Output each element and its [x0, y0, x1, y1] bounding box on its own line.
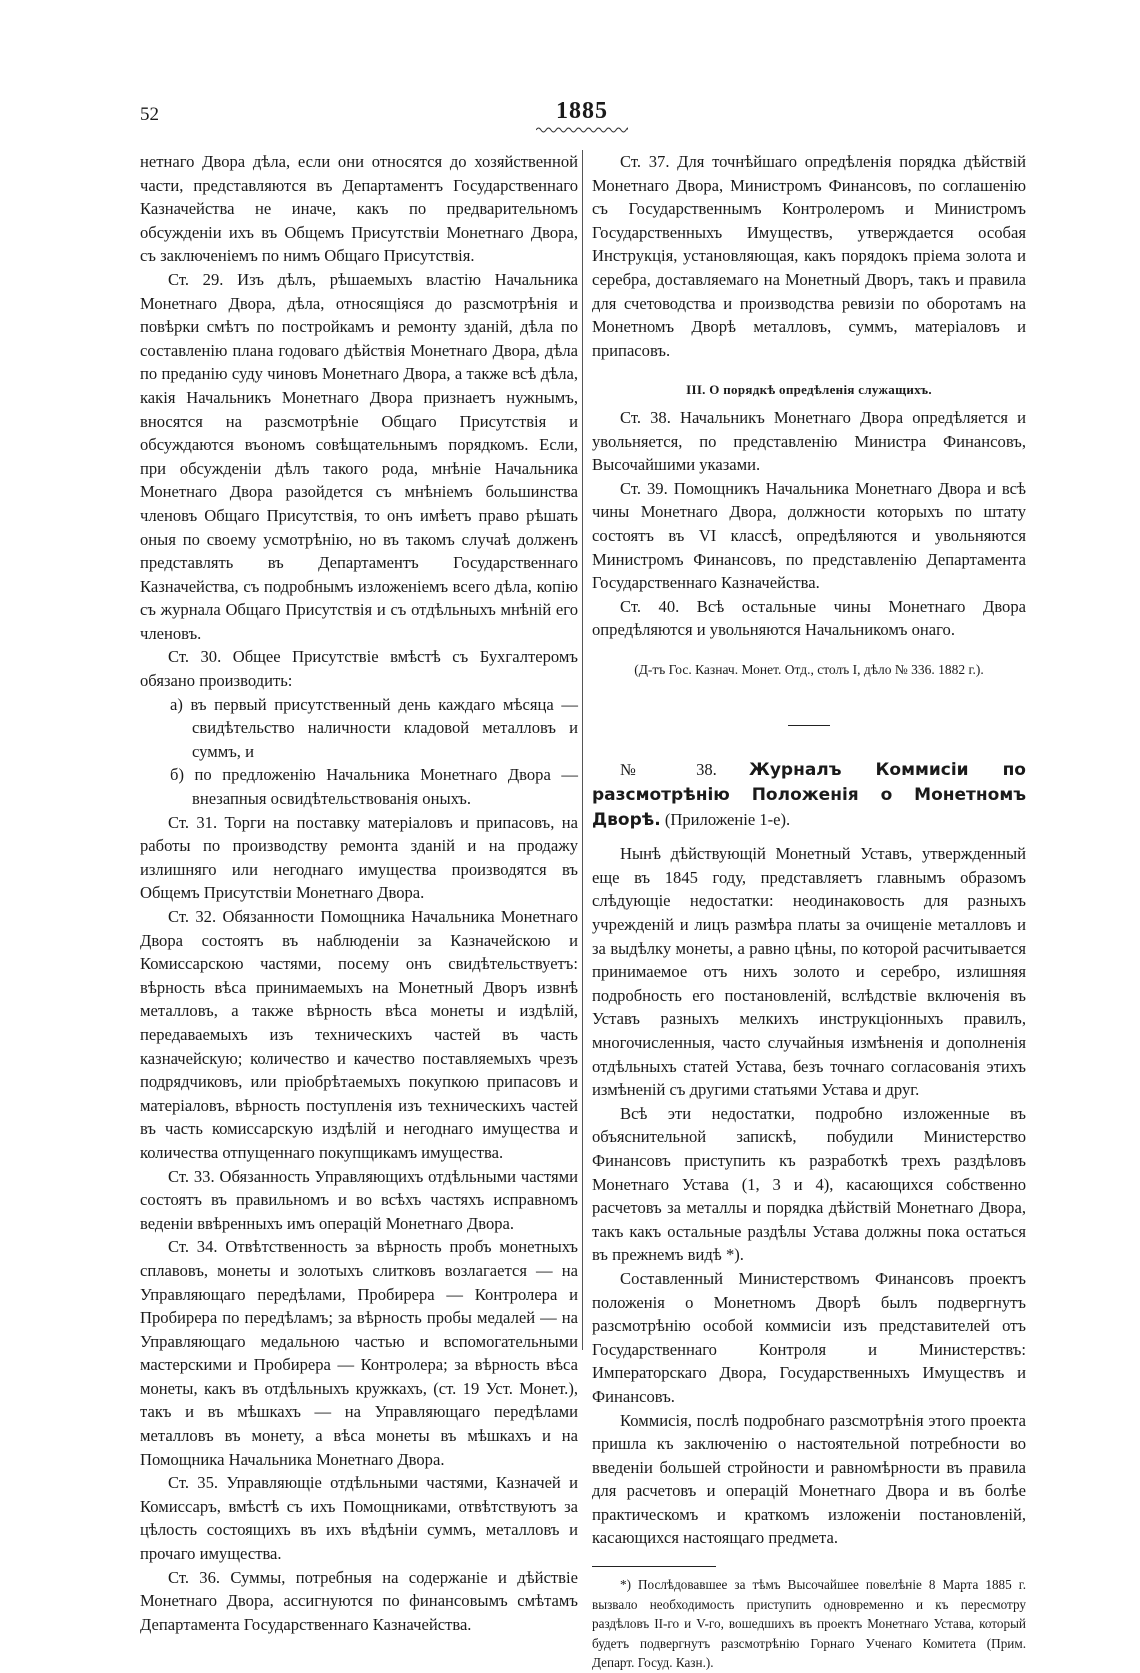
- footnote-rule: [592, 1566, 716, 1567]
- article-32: Ст. 32. Обязанности Помощника Начальника Монетнаго Двора состоятъ въ наблюденіи за Казначейскою и Комиссарскою частями, посему онъ свидѣтельствуетъ: вѣрность вѣса принимаемыхъ на Монетный Дворъ извнѣ металловъ, а также вѣрность вѣса монеты и издѣлій, передаваемыхъ изъ техническихъ частей въ часть казначейскую; количество и качество поставляемыхъ чрезъ подрядчиковъ, или пріобрѣтаемыхъ покупкою припасовъ и матеріаловъ, вѣрность поступленія изъ техническихъ частей въ часть комиссарскую издѣлій и негоднаго имущества и количества отпущеннаго покупщикамъ имущества.: [140, 907, 578, 1162]
- wavy-underline: [536, 126, 628, 134]
- article-29: Ст. 29. Изъ дѣлъ, рѣшаемыхъ властію Начальника Монетнаго Двора, дѣла, относящіяся до разсмотрѣнія и повѣрки смѣтъ по постройкамъ и ремонту зданій, дѣла по составленію плана годоваго дѣйствія Монетнаго Двора, дѣла по преданію суду чиновъ Монетнаго Двора, а также всѣ дѣла, какія Начальникъ Монетнаго Двора признаетъ нужнымъ, вносятся на разсмотрѣніе Общаго Присутствія и обсуждаются въономъ совѣщательнымъ порядкомъ. Если, при обсужденіи дѣлъ такого рода, мнѣніе Начальника Монетнаго Двора разойдется съ мнѣніемъ большинства членовъ Общаго Присутствія, то онъ имѣетъ право рѣшать оныя по своему усмотрѣнію, но въ такомъ случаѣ долженъ представлять въ Департаментъ Государственнаго Казначейства, съ подробнымъ изложеніемъ всего дѣла, копію съ журнала Общаго Присутствія и съ отдѣльныхъ мнѣній его членовъ.: [140, 269, 578, 643]
- document-number: № 38.: [620, 760, 717, 780]
- paragraph-continuation: нетнаго Двора дѣла, если они относятся до хозяйственной части, представляются въ Департаментъ Государственнаго Казначейства не иначе, какъ по предварительномъ обсужденіи ихъ въ Общемъ Присутствіи Монетнаго Двора, съ заключеніемъ по нимъ Общаго Присутствія.: [140, 152, 578, 266]
- article-30-item-a: а) въ первый присутственный день каждаго мѣсяца — свидѣтельство наличности кладовой металловъ и суммъ, и: [170, 694, 578, 761]
- right-column: [592, 150, 1026, 1673]
- separator-rule: [788, 725, 830, 726]
- body-paragraph: Всѣ эти недостатки, подробно изложенные въ объяснительной запискѣ, побудили Министерство Финансовъ приступить къ разработкѣ трехъ раздѣловъ Монетнаго Устава (1, 3 и 4), касающихся собственно расчетовъ за металлы и порядка дѣйствій Монетнаго Двора, такъ какъ остальные раздѣлы Устава должны пока остаться въ прежнемъ видѣ *).: [592, 1103, 1026, 1265]
- article-33: Ст. 33. Обязанность Управляющихъ отдѣльными частями состоятъ въ правильномъ и во всѣхъ частяхъ исправномъ веденіи ввѣренныхъ имъ операцій Монетнаго Двора.: [140, 1166, 578, 1233]
- body-paragraph: Нынѣ дѣйствующій Монетный Уставъ, утвержденный еще въ 1845 году, представляетъ главнымъ образомъ слѣдующіе недостатки: неодинаковость для разныхъ учрежденій и лицъ размѣра платы за очищеніе металловъ и за выдѣлку монеты, а равно цѣны, по которой расчитывается принимаемое отъ нихъ золото и серебро, излишняя подробность его постановленій, вслѣдствіе включенія въ Уставъ разныхъ мелкихъ инструкціонныхъ правилъ, многочисленныя, часто случайныя измѣненія и дополненія отдѣльныхъ статей Устава, безъ точнаго согласованія этихъ измѣненій съ другими статьями Устава и друг.: [592, 844, 1026, 1100]
- left-column: [140, 150, 578, 1636]
- article-36: Ст. 36. Суммы, потребныя на содержаніе и дѣйствіе Монетнаго Двора, ассигнуются по финансовымъ смѣтамъ Департамента Государственнаго Казначейства.: [140, 1567, 578, 1634]
- document-title: [592, 758, 1026, 832]
- column-divider: [582, 150, 583, 1350]
- article-38: Ст. 38. Начальникъ Монетнаго Двора опредѣляется и увольняется, по представленію Министра Финансовъ, Высочайшими указами.: [592, 407, 1026, 475]
- document-title-text: Журналъ Коммисіи по разсмотрѣнію Положенія о Монетномъ Дворѣ.: [592, 760, 1026, 830]
- article-39: Ст. 39. Помощникъ Начальника Монетнаго Двора и всѣ чины Монетнаго Двора, должности которыхъ по штату состоятъ въ VI классѣ, опредѣляются и увольняются Министромъ Финансовъ, по представленію Департамента Государственнаго Казначейства.: [592, 478, 1026, 593]
- source-reference: (Д-тъ Гос. Казнач. Монет. Отд., столъ I, дѣло № 336. 1882 г.).: [634, 661, 984, 677]
- page-number: 52: [140, 104, 159, 125]
- body-paragraph: Коммисія, послѣ подробнаго разсмотрѣнія этого проекта пришла къ заключенію о настоятельной потребности во введеніи большей стройности и равномѣрности въ правила для расчетовъ и операцій Монетнаго Двора и въ болѣе практическомъ и краткомъ изложеніи постановленій, касающихся настоящаго предмета.: [592, 1410, 1026, 1548]
- body-paragraph: Составленный Министерствомъ Финансовъ проектъ положенія о Монетномъ Дворѣ былъ подвергнутъ разсмотрѣнію особой коммисіи изъ представителей отъ Государственнаго Контроля и Министерствъ: Императорскаго Двора, Государственныхъ Имуществъ и Финансовъ.: [592, 1268, 1026, 1406]
- article-40: Ст. 40. Всѣ остальные чины Монетнаго Двора опредѣляются и увольняются Начальникомъ онаго.: [592, 596, 1026, 640]
- article-37: Ст. 37. Для точнѣйшаго опредѣленія порядка дѣйствій Монетнаго Двора, Министромъ Финансовъ, по соглашенію съ Государственнымъ Контролеромъ и Министромъ Государственныхъ Имуществъ, утверждается особая Инструкція, установляющая, какъ порядокъ пріема золота и серебра, доставляемаго на Монетный Дворъ, такъ и правила для счетоводства и производства ревизіи по оборотамъ на Монетномъ Дворѣ металловъ, суммъ, матеріаловъ и припасовъ.: [592, 152, 1026, 360]
- footnote: *) Послѣдовавшее за тѣмъ Высочайшее повелѣніе 8 Марта 1885 г. вызвало необходимость приступить одновременно и къ пересмотру раздѣловъ II-го и V-го, вошедшихъ въ проектъ Монетнаго Устава, который будетъ подвергнутъ разсмотрѣнію Горнаго Ученаго Комитета (Прим. Департ. Госуд. Казн.).: [592, 1577, 1026, 1671]
- article-35: Ст. 35. Управляющіе отдѣльными частями, Казначей и Комиссаръ, вмѣстѣ съ ихъ Помощниками, отвѣтствуютъ за цѣлость состоящихъ въ ихъ вѣдѣніи суммъ, металловъ и прочаго имущества.: [140, 1473, 578, 1564]
- article-30: Ст. 30. Общее Присутствіе вмѣстѣ съ Бухгалтеромъ обязано производить:: [140, 647, 578, 691]
- article-30-item-b: б) по предложенію Начальника Монетнаго Двора — внезапныя освидѣтельствованія оныхъ.: [170, 765, 578, 809]
- article-34: Ст. 34. Отвѣтственность за вѣрность пробъ монетныхъ сплавовъ, монеты и золотыхъ слитковъ возлагается — на Управляющаго передѣлами, Пробирера — Контролера и Пробирера по передѣламъ; за вѣрность пробы медалей — на Управляющаго медальною частью и вспомогательными мастерскими и Пробирера — Контролера; за вѣрность вѣса монеты, какъ въ отдѣльныхъ кружкахъ, (ст. 19 Уст. Монет.), такъ и въ мѣшкахъ — на Управляющаго передѣлами металловъ въ монету, а вѣса монеты въ мѣшкахъ и на Помощника Начальника Монетнаго Двора.: [140, 1237, 578, 1469]
- section-heading: III. О порядкѣ опредѣленія служащихъ.: [686, 382, 932, 398]
- document-title-note: (Приложеніе 1-е).: [664, 809, 791, 829]
- article-31: Ст. 31. Торги на поставку матеріаловъ и припасовъ, на работы по производству ремонта зданій и на продажу излишняго или негоднаго имущества производятся въ Общемъ Присутствіи Монетнаго Двора.: [140, 812, 578, 903]
- page-year-header: 1885: [556, 98, 608, 124]
